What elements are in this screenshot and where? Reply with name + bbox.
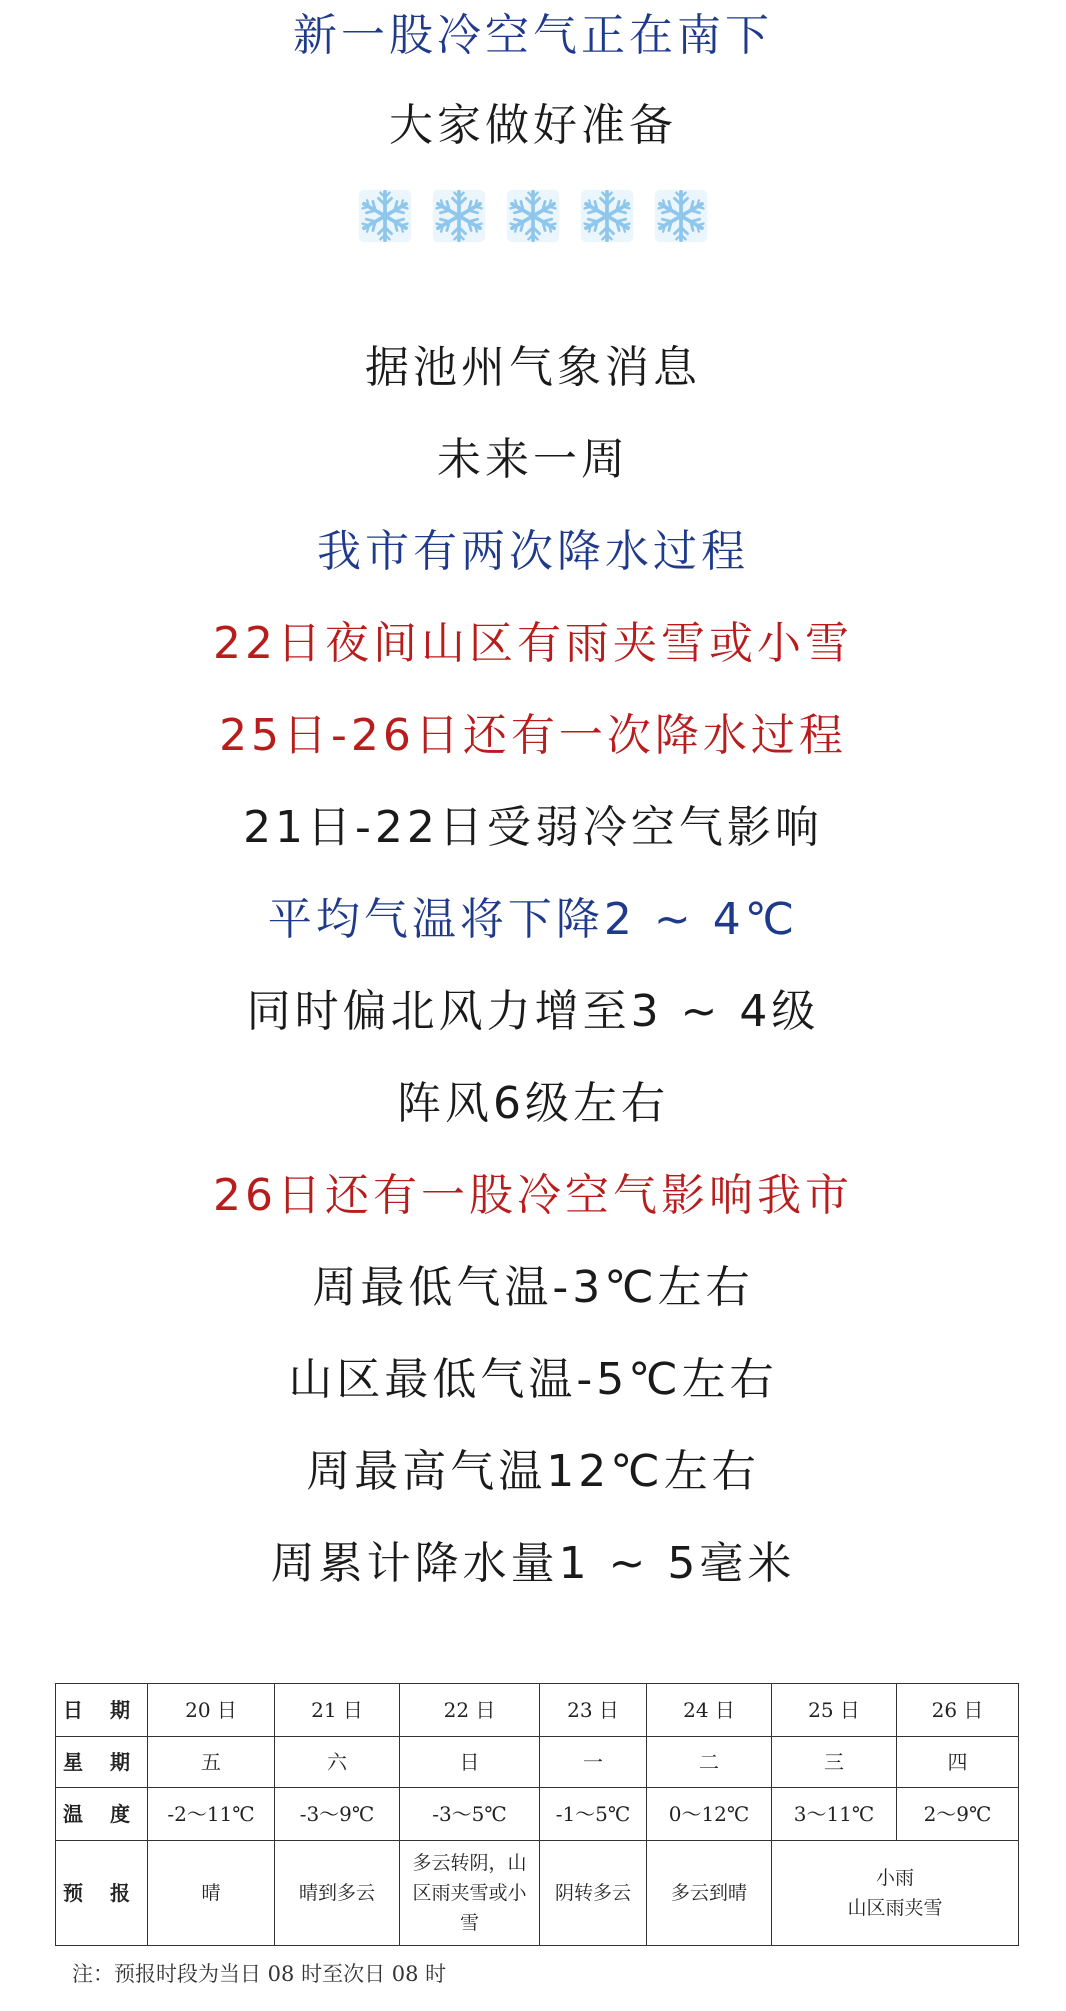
forecast-table-wrap (55, 1683, 1018, 1946)
date-cell: 25 日 (772, 1684, 897, 1737)
message-line: 21日-22日受弱冷空气影响 (243, 802, 823, 853)
forecast-cell-merged: 小雨 山区雨夹雪 (772, 1841, 1019, 1946)
forecast-row (56, 1841, 1019, 1946)
headline-title: 新一股冷空气正在南下 (293, 10, 773, 61)
message-line: 据池州气象消息 (365, 342, 701, 393)
message-line: 周最高气温12℃左右 (306, 1446, 760, 1497)
date-row (56, 1684, 1019, 1737)
snowflake-icon (357, 188, 413, 244)
temperature-cell: 2～9℃ (897, 1788, 1019, 1841)
date-cell: 24 日 (647, 1684, 772, 1737)
message-line: 同时偏北风力增至3 ~ 4级 (246, 986, 820, 1037)
date-cell: 21 日 (275, 1684, 400, 1737)
snowflake-row (0, 188, 1066, 244)
message-line: 周最低气温-3℃左右 (312, 1262, 754, 1313)
date-cell: 20 日 (148, 1684, 275, 1737)
date-cell: 26 日 (897, 1684, 1019, 1737)
forecast-cell: 多云到晴 (647, 1841, 772, 1946)
weekday-cell: 六 (275, 1737, 400, 1788)
forecast-cell: 阴转多云 (540, 1841, 647, 1946)
snowflake-icon (579, 188, 635, 244)
weekday-cell: 二 (647, 1737, 772, 1788)
message-line: 26日还有一股冷空气影响我市 (213, 1170, 853, 1221)
row-header-date: 日 期 (56, 1684, 148, 1737)
message-line: 平均气温将下降2 ~ 4℃ (267, 894, 799, 945)
temperature-cell: 0～12℃ (647, 1788, 772, 1841)
weekday-cell: 五 (148, 1737, 275, 1788)
weekday-cell: 一 (540, 1737, 647, 1788)
temperature-cell: 3～11℃ (772, 1788, 897, 1841)
temperature-row (56, 1788, 1019, 1841)
headline-subtitle: 大家做好准备 (389, 100, 677, 151)
message-line: 我市有两次降水过程 (317, 526, 749, 577)
forecast-cell: 晴到多云 (275, 1841, 400, 1946)
weekday-cell: 四 (897, 1737, 1019, 1788)
snowflake-icon (653, 188, 709, 244)
temperature-cell: -2～11℃ (148, 1788, 275, 1841)
weekday-cell: 三 (772, 1737, 897, 1788)
footnote: 注：预报时段为当日 08 时至次日 08 时 (72, 1962, 447, 1986)
row-header-forecast: 预 报 (56, 1841, 148, 1946)
date-cell: 23 日 (540, 1684, 647, 1737)
message-line: 山区最低气温-5℃左右 (288, 1354, 778, 1405)
message-line: 阵风6级左右 (397, 1078, 669, 1129)
forecast-cell: 晴 (148, 1841, 275, 1946)
message-line: 周累计降水量1 ~ 5毫米 (270, 1538, 796, 1589)
message-line: 25日-26日还有一次降水过程 (219, 710, 847, 761)
forecast-cell: 多云转阴，山区雨夹雪或小雪 (400, 1841, 540, 1946)
date-cell: 22 日 (400, 1684, 540, 1737)
row-header-weekday: 星 期 (56, 1737, 148, 1788)
temperature-cell: -3～5℃ (400, 1788, 540, 1841)
message-line: 未来一周 (437, 434, 629, 485)
weekday-row (56, 1737, 1019, 1788)
snowflake-icon (431, 188, 487, 244)
temperature-cell: -3～9℃ (275, 1788, 400, 1841)
temperature-cell: -1～5℃ (540, 1788, 647, 1841)
forecast-table (55, 1683, 1019, 1946)
message-line: 22日夜间山区有雨夹雪或小雪 (213, 618, 853, 669)
row-header-temperature: 温 度 (56, 1788, 148, 1841)
snowflake-icon (505, 188, 561, 244)
weekday-cell: 日 (400, 1737, 540, 1788)
